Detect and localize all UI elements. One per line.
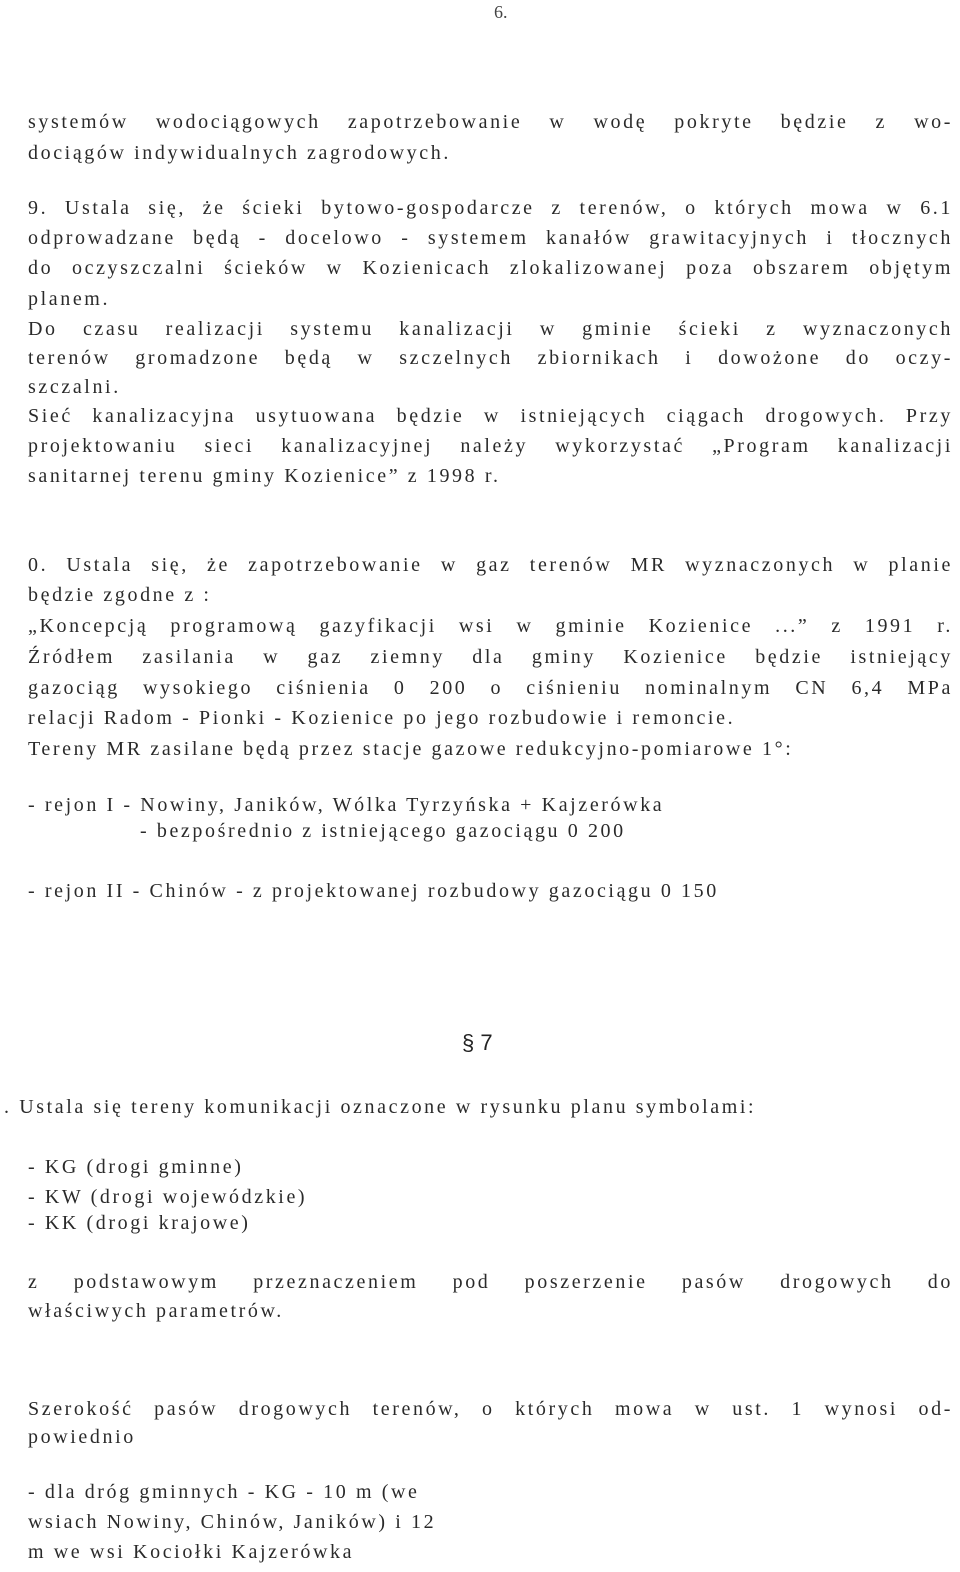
text-line: właściwych parametrów. bbox=[28, 1300, 284, 1322]
text-line: „Koncepcją programową gazyfikacji wsi w gminie Kozienice ...” z 1991 r. bbox=[28, 615, 953, 637]
text-line: relacji Radom - Pionki - Kozienice po jego rozbudowie i remoncie. bbox=[28, 707, 736, 729]
section-heading: § 7 bbox=[462, 1030, 493, 1055]
text-line: gazociąg wysokiego ciśnienia 0 200 o ciśnieniu nominalnym CN 6,4 MPa bbox=[28, 677, 953, 699]
text-line: 0. Ustala się, że zapotrzebowanie w gaz terenów MR wyznaczonych w planie bbox=[28, 554, 953, 576]
text-line: 9. Ustala się, że ścieki bytowo-gospodarcze z terenów, o których mowa w 6.1 bbox=[28, 197, 953, 219]
text-line: odprowadzane będą - docelowo - systemem kanałów grawitacyjnych i tłocznych bbox=[28, 227, 953, 249]
text-line: Źródłem zasilania w gaz ziemny dla gminy Kozienice będzie istniejący bbox=[28, 646, 953, 668]
text-line: projektowaniu sieci kanalizacyjnej należy wykorzystać „Program kanalizacji bbox=[28, 435, 953, 457]
text-line: Szerokość pasów drogowych terenów, o których mowa w ust. 1 wynosi od- bbox=[28, 1398, 953, 1420]
text-line: . Ustala się tereny komunikacji oznaczone w rysunku planu symbolami: bbox=[4, 1096, 757, 1118]
text-line: do oczyszczalni ścieków w Kozienicach zlokalizowanej poza obszarem objętym bbox=[28, 257, 953, 279]
text-line: będzie zgodne z : bbox=[28, 584, 212, 606]
text-line: powiednio bbox=[28, 1426, 136, 1448]
list-item: - KW (drogi wojewódzkie) bbox=[28, 1186, 308, 1208]
text-line: Sieć kanalizacyjna usytuowana będzie w istniejących ciągach drogowych. Przy bbox=[28, 405, 953, 427]
list-item: wsiach Nowiny, Chinów, Janików) i 12 bbox=[28, 1511, 437, 1533]
text-line: dociągów indywidualnych zagrodowych. bbox=[28, 142, 451, 164]
list-item: - dla dróg gminnych - KG - 10 m (we bbox=[28, 1481, 420, 1503]
text-line: Do czasu realizacji systemu kanalizacji w gminie ścieki z wyznaczonych bbox=[28, 318, 953, 340]
text-line: szczalni. bbox=[28, 376, 121, 398]
text-line: z podstawowym przeznaczeniem pod poszerzenie pasów drogowych do bbox=[28, 1271, 953, 1293]
text-line: Tereny MR zasilane będą przez stacje gazowe redukcyjno-pomiarowe 1°: bbox=[28, 738, 794, 760]
text-line: systemów wodociągowych zapotrzebowanie w wodę pokryte będzie z wo- bbox=[28, 111, 953, 133]
page-number: 6. bbox=[494, 2, 508, 22]
list-item: - KG (drogi gminne) bbox=[28, 1156, 244, 1178]
list-item: - KK (drogi krajowe) bbox=[28, 1212, 251, 1234]
list-item: m we wsi Kociołki Kajzerówka bbox=[28, 1541, 355, 1563]
text-line: sanitarnej terenu gminy Kozienice” z 1998 r. bbox=[28, 465, 501, 487]
list-item: - rejon I - Nowiny, Janików, Wólka Tyrzyńska + Kajzerówka bbox=[28, 794, 665, 816]
text-line: planem. bbox=[28, 288, 111, 310]
list-item: - rejon II - Chinów - z projektowanej rozbudowy gazociągu 0 150 bbox=[28, 880, 719, 902]
list-item: - bezpośrednio z istniejącego gazociągu 0 200 bbox=[140, 820, 626, 842]
text-line: terenów gromadzone będą w szczelnych zbiornikach i dowożone do oczy- bbox=[28, 347, 953, 369]
